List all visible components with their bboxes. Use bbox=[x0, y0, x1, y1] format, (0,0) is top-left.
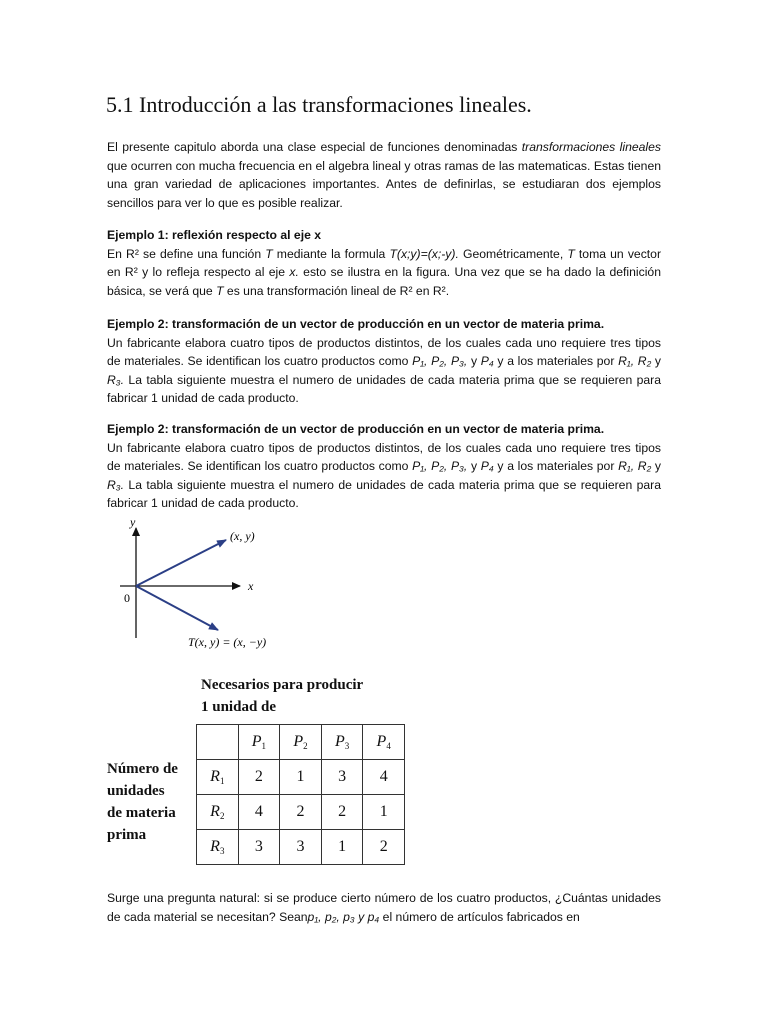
example2-heading: Ejemplo 2: transformación de un vector de producción en un vector de materia prima. bbox=[107, 317, 605, 331]
example2-r2-repeat: R₂ bbox=[637, 459, 652, 473]
example2-text-1-repeat: Un fabricante elabora cuatro tipos de productos distintos, de los cuales cada uno requiere tres tipos de materiales. Se identifican los cuatro productos como bbox=[107, 440, 661, 473]
table-caption-line-1: Necesarios para producir bbox=[201, 677, 364, 693]
vector-reflected bbox=[136, 586, 218, 630]
table-cell: 4 bbox=[363, 760, 405, 795]
example1-text-3: Geométricamente, bbox=[458, 246, 568, 261]
example2-text-3: La tabla siguiente muestra el numero de unidades de cada materia prima que se requieren para fabricar 1 unidad de cada producto. bbox=[107, 372, 661, 405]
column-subscript: 4 bbox=[386, 741, 391, 751]
row-label-line-1: Número de bbox=[107, 761, 178, 777]
example1-text-5: esto se ilustra en la figura. Una vez que se ha dado la definición básica, se verá que bbox=[107, 265, 661, 298]
materials-table-figure bbox=[105, 674, 405, 884]
row-letter: R bbox=[210, 838, 220, 855]
example2-y-2: y bbox=[651, 354, 661, 368]
table-cell: 2 bbox=[363, 830, 405, 865]
column-letter: P bbox=[376, 733, 387, 750]
closing-variables: p₁, p₂, p₃ y p₄ bbox=[307, 909, 380, 924]
row-letter: R bbox=[210, 803, 220, 820]
column-header bbox=[280, 725, 322, 760]
table-cell: 2 bbox=[238, 760, 280, 795]
table-cell: 2 bbox=[280, 795, 322, 830]
table-header-row bbox=[197, 725, 405, 760]
example2-r2: R₂ bbox=[637, 354, 652, 368]
table-caption-line-2: 1 unidad de bbox=[201, 699, 277, 715]
table-cell: 1 bbox=[321, 830, 363, 865]
example1-formula: T(x;y)=(x;-y). bbox=[389, 246, 459, 261]
example2-paragraph bbox=[107, 315, 661, 408]
example1-T-1: T bbox=[265, 246, 273, 261]
table-corner-cell bbox=[197, 725, 239, 760]
example2-y-1: y bbox=[470, 354, 481, 368]
y-axis-label: y bbox=[130, 516, 136, 529]
column-header bbox=[363, 725, 405, 760]
row-label-line-3: de materia bbox=[107, 805, 176, 821]
column-letter: P bbox=[293, 733, 304, 750]
example1-paragraph bbox=[107, 226, 661, 300]
example2-p4: P₄ bbox=[480, 354, 494, 368]
table-cell: 1 bbox=[280, 760, 322, 795]
x-axis-label: x bbox=[248, 579, 254, 593]
example2-text-1: Un fabricante elabora cuatro tipos de productos distintos, de los cuales cada uno requiere tres tipos de materiales. Se identifican los cuatro productos como bbox=[107, 335, 661, 368]
example1-T-3: T bbox=[216, 283, 224, 298]
example2-y-2-repeat: y bbox=[651, 459, 661, 473]
example2-p2: P₂, bbox=[431, 354, 451, 368]
column-subscript: 3 bbox=[344, 741, 350, 751]
example1-text-2: mediante la formula bbox=[272, 246, 390, 261]
column-header bbox=[321, 725, 363, 760]
example2-r3-repeat: R₃. bbox=[107, 477, 125, 492]
row-label-line-2: unidades bbox=[107, 783, 165, 799]
example1-text-4: toma un vector en R² y lo refleja respecto al eje bbox=[107, 246, 662, 279]
intro-text-2: que ocurren con mucha frecuencia en el algebra lineal y otras ramas de las matematicas. Estas tienen una gran variedad de aplicaciones importantes. Antes de definirlas, se estudiaran dos ejemplos sencillos para ver lo que es posible realizar. bbox=[107, 158, 661, 210]
row-header bbox=[197, 830, 239, 865]
closing-text-2: el número de artículos fabricados en bbox=[379, 909, 580, 924]
example2-p3: P₃, bbox=[450, 354, 471, 368]
origin-label: 0 bbox=[124, 591, 130, 605]
row-letter: R bbox=[210, 768, 220, 785]
example2-r3: R₃. bbox=[107, 372, 125, 387]
vector-xy bbox=[136, 540, 226, 586]
example2-p1: P₁, bbox=[412, 354, 432, 368]
example2-y-1-repeat: y bbox=[470, 459, 481, 473]
row-subscript: 2 bbox=[219, 811, 225, 821]
intro-emphasis: transformaciones lineales bbox=[521, 140, 661, 154]
example2-p4-repeat: P₄ bbox=[480, 459, 494, 473]
closing-paragraph bbox=[107, 889, 661, 926]
table-cell: 1 bbox=[363, 795, 405, 830]
materials-table bbox=[196, 724, 405, 865]
table-cell: 3 bbox=[280, 830, 322, 865]
closing-text-1: Surge una pregunta natural: si se produce cierto número de los cuatro productos, ¿Cuántas unidades de cada material se necesitan? Sean bbox=[107, 891, 661, 924]
table-caption bbox=[201, 674, 363, 718]
row-header bbox=[197, 795, 239, 830]
column-subscript: 2 bbox=[303, 741, 308, 751]
table-row bbox=[197, 830, 405, 865]
example2-p2-repeat: P₂, bbox=[431, 459, 451, 473]
table-cell: 3 bbox=[321, 760, 363, 795]
row-header bbox=[197, 760, 239, 795]
example1-text-6: es una transformación lineal de R² en R². bbox=[223, 283, 450, 298]
column-subscript: 1 bbox=[261, 741, 267, 751]
table-cell: 4 bbox=[238, 795, 280, 830]
reflection-figure bbox=[110, 516, 310, 656]
example2-text-2: y a los materiales por bbox=[493, 354, 619, 368]
example2-r1-repeat: R₁, bbox=[618, 459, 638, 473]
example2-r1: R₁, bbox=[618, 354, 638, 368]
row-subscript: 1 bbox=[219, 776, 225, 786]
table-cell: 3 bbox=[238, 830, 280, 865]
example2-text-2-repeat: y a los materiales por bbox=[493, 459, 619, 473]
table-row-label bbox=[107, 758, 178, 846]
point-label: (x, y) bbox=[230, 529, 255, 543]
table-cell: 2 bbox=[321, 795, 363, 830]
table-row bbox=[197, 760, 405, 795]
example2-text-3-repeat: La tabla siguiente muestra el numero de unidades de cada materia prima que se requieren para fabricar 1 unidad de cada producto. bbox=[107, 477, 661, 510]
example1-heading: Ejemplo 1: reflexión respecto al eje x bbox=[107, 228, 322, 242]
intro-text-1: El presente capitulo aborda una clase especial de funciones denominadas bbox=[107, 140, 522, 154]
example1-T-2: T bbox=[567, 246, 575, 261]
section-title: 5.1 Introducción a las transformaciones lineales. bbox=[106, 92, 532, 117]
example2-p3-repeat: P₃, bbox=[450, 459, 471, 473]
column-letter: P bbox=[334, 733, 345, 750]
row-subscript: 3 bbox=[219, 846, 225, 856]
intro-paragraph bbox=[107, 138, 661, 212]
example2-p1-repeat: P₁, bbox=[412, 459, 432, 473]
image-label: T(x, y) = (x, −y) bbox=[188, 635, 267, 649]
column-letter: P bbox=[251, 733, 262, 750]
example1-x: x. bbox=[289, 265, 299, 279]
row-label-line-4: prima bbox=[107, 827, 147, 843]
table-row bbox=[197, 795, 405, 830]
example2-heading-repeat: Ejemplo 2: transformación de un vector de producción en un vector de materia prima. bbox=[107, 422, 605, 436]
example2-paragraph-repeat bbox=[107, 420, 661, 513]
column-header bbox=[238, 725, 280, 760]
example1-text-1: En R² se define una función bbox=[107, 246, 266, 261]
